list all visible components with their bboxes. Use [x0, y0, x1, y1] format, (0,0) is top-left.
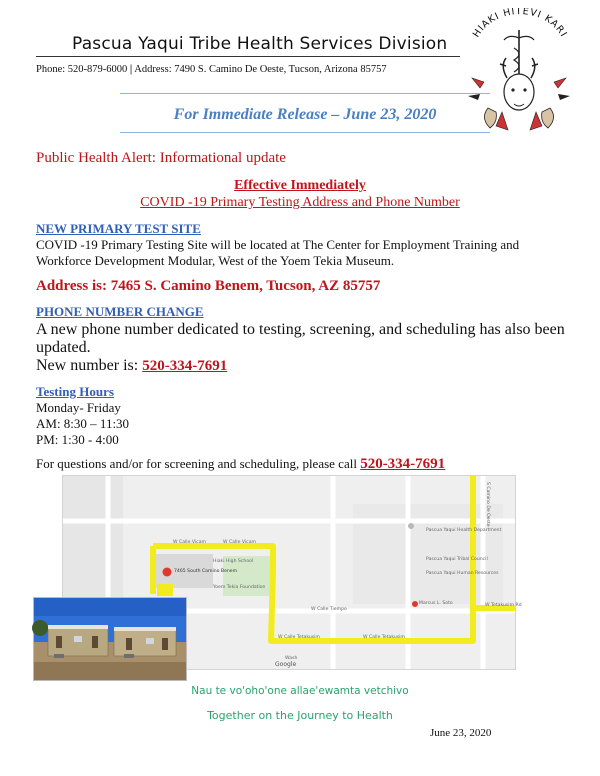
org-title: Pascua Yaqui Tribe Health Services Division: [72, 34, 448, 54]
questions-text: For questions and/or for screening and scheduling, please call: [36, 456, 361, 471]
test-site-text-line2: Workforce Development Modular, West of the Yoem Tekia Museum.: [36, 253, 395, 268]
svg-text:HIAKI HITEVI KARI: [471, 8, 569, 39]
test-site-text-line1: COVID -19 Primary Testing Site will be located at The Center for Employment Training and: [36, 237, 520, 252]
new-number-label: New number is:: [36, 357, 143, 374]
caduceus-deer-logo: [462, 8, 576, 136]
map-label-marker: 7465 South Camino Benem: [174, 569, 238, 574]
building-icon: [408, 523, 414, 529]
map-label-wash: Wash: [285, 656, 298, 661]
map-label-street-bottom: W Calle Tetakusim: [278, 635, 320, 640]
map-label-school: Hiaki High School: [213, 559, 254, 564]
test-site-photo: [33, 597, 187, 681]
release-line: For Immediate Release – June 23, 2020: [173, 106, 437, 123]
map-label-street-top: W Calle Vicam: [173, 540, 206, 545]
map-label-street-mid: W Calle Tiempo: [311, 607, 347, 612]
map-label-camino-oeste: S Camino De Oeste: [485, 482, 490, 527]
phone-change-text-line2: updated.: [36, 339, 91, 356]
testing-hours-days: Monday- Friday: [36, 400, 121, 415]
footer-date: June 23, 2020: [430, 727, 492, 739]
map-label-street-top2: W Calle Vicam: [223, 540, 256, 545]
questions-line: [36, 455, 445, 473]
map-label-walmart: Marcus L. Soto: [419, 601, 453, 606]
logo-arc-text: HIAKI HITEVI KARI: [470, 8, 570, 40]
header-divider: [36, 56, 460, 57]
motto-english: Together on the Journey to Health: [207, 709, 393, 722]
map-label-museum: Yoem Tekia Foundation: [213, 585, 266, 590]
effective-heading: Effective Immediately: [234, 178, 366, 193]
alert-title: Public Health Alert: Informational update: [36, 150, 286, 166]
contact-address: Address: 7490 S. Camino De Oeste, Tucson, Arizona 85757: [134, 64, 387, 75]
phone-change-text-line1: A new phone number dedicated to testing, screening, and scheduling has also been: [36, 321, 565, 338]
motto-native: Nau te vo'oho'one allae'ewamta vetchivo: [191, 685, 409, 697]
testing-hours-am: AM: 8:30 – 11:30: [36, 416, 130, 431]
map-label-street-bottom2: W Calle Tetakusim: [363, 635, 405, 640]
contact-phone: Phone: 520-879-6000: [36, 64, 128, 75]
questions-phone-link[interactable]: 520-334-7691: [360, 456, 446, 472]
test-site-address: Address is: 7465 S. Camino Benem, Tucson, AZ 85757: [36, 278, 381, 294]
map-label-street-right: W Tetakusim Rd: [485, 603, 522, 608]
contact-separator: |: [129, 64, 133, 75]
location-pin-icon[interactable]: [163, 568, 172, 577]
new-number-line: [36, 357, 227, 375]
map-google-logo: Google: [275, 661, 297, 668]
map-label-dept: Pascua Yaqui Health Department: [426, 528, 502, 533]
test-site-heading: NEW PRIMARY TEST SITE: [36, 221, 201, 236]
store-pin-icon: [412, 601, 418, 607]
contact-line: [36, 64, 387, 75]
phone-change-heading: PHONE NUMBER CHANGE: [36, 304, 204, 319]
testing-hours-pm: PM: 1:30 - 4:00: [36, 432, 119, 447]
new-number-link[interactable]: 520-334-7691: [142, 358, 228, 374]
release-rule-top: [120, 93, 490, 94]
release-rule-bottom: [120, 132, 490, 133]
alert-subtitle: COVID -19 Primary Testing Address and Phone Number: [140, 195, 460, 210]
testing-hours-heading: Testing Hours: [36, 384, 114, 399]
map-label-hr: Pascua Yaqui Human Resources: [426, 571, 499, 576]
map-label-tribal: Pascua Yaqui Tribal Council: [426, 557, 488, 562]
